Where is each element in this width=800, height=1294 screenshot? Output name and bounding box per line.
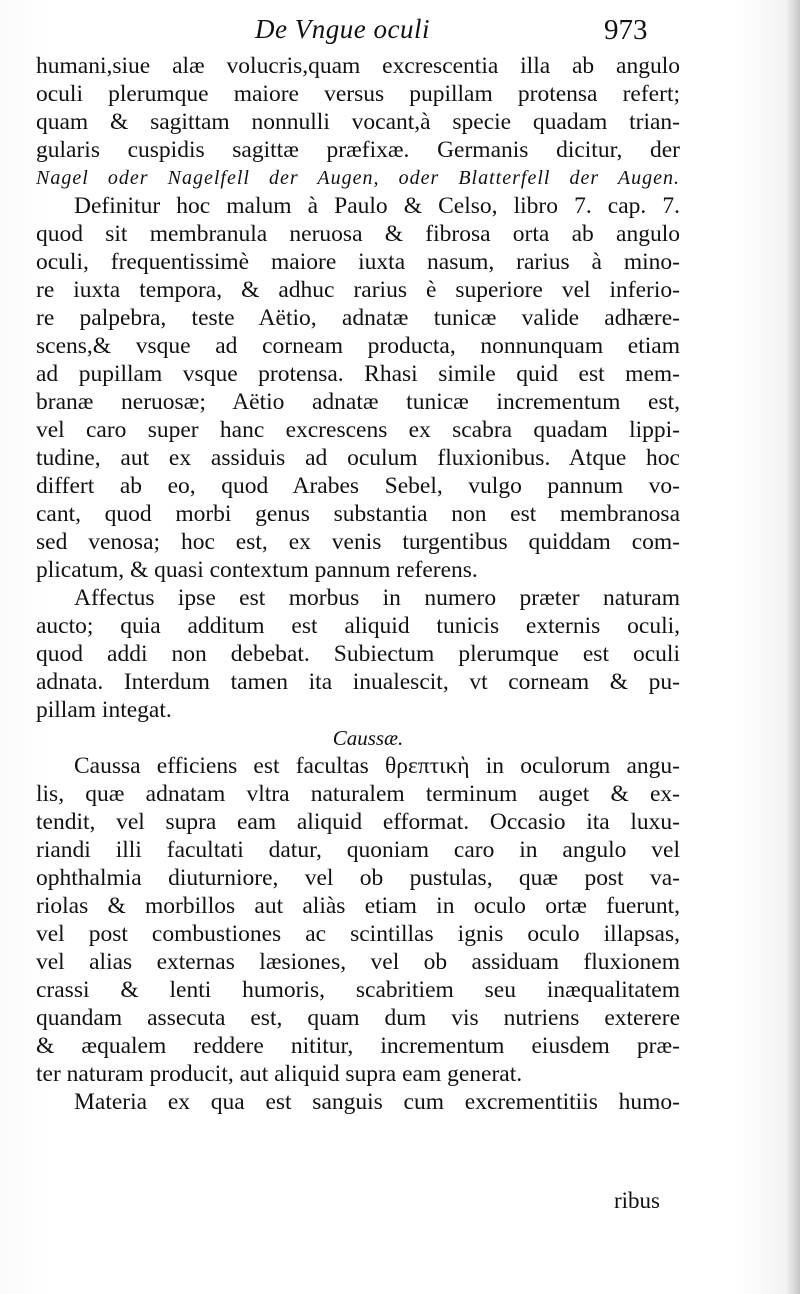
text-line: riolas & morbillos aut aliàs etiam in oculo ortæ fuerunt, — [36, 893, 680, 919]
text-line: crassi & lenti humoris, scabritiem seu inæqualitatem — [36, 977, 680, 1003]
text-line: differt ab eo, quod Arabes Sebel, vulgo pannum vo- — [36, 473, 680, 499]
paragraph-start-line: Affectus ipse est morbus in numero præter naturam — [74, 585, 680, 611]
text-line: ophthalmia diuturniore, vel ob pustulas, quæ post va- — [36, 865, 680, 891]
text-line: branæ neruosæ; Aëtio adnatæ tunicæ incrementum est, — [36, 389, 680, 415]
text-line: re iuxta tempora, & adhuc rarius è superiore vel inferio- — [36, 277, 680, 303]
paragraph-end-line: pillam integat. — [36, 697, 172, 723]
text-line: tendit, vel supra eam aliquid efformat. Occasio ita luxu- — [36, 809, 680, 835]
page-edge-shadow — [786, 0, 800, 1294]
text-line: & æqualem reddere nititur, incrementum eiusdem præ- — [36, 1033, 680, 1059]
paragraph-start-line: Materia ex qua est sanguis cum excrementitiis humo- — [74, 1089, 680, 1115]
text-line: quod sit membranula neruosa & fibrosa orta ab angulo — [36, 221, 680, 247]
text-line: humani,siue alæ volucris,quam excrescentia illa ab angulo — [36, 53, 680, 79]
body-text — [36, 52, 680, 1116]
paragraph-start-line: Caussa efficiens est facultas θρεπτικὴ in oculorum angu- — [74, 753, 680, 779]
text-line: Nagel oder Nagelfell der Augen, oder Blatterfell der Augen. — [36, 167, 680, 189]
text-line: cant, quod morbi genus substantia non est membranosa — [36, 501, 680, 527]
running-head: De Vngue oculi — [255, 14, 430, 44]
text-line: oculi, frequentissimè maiore iuxta nasum, rarius à mino- — [36, 249, 680, 275]
text-line: sed venosa; hoc est, ex venis turgentibus quiddam com- — [36, 529, 680, 555]
section-heading: Caussæ. — [332, 726, 404, 750]
text-line: aucto; quia additum est aliquid tunicis externis oculi, — [36, 613, 680, 639]
text-line: scens,& vsque ad corneam producta, nonnunquam etiam — [36, 333, 680, 359]
page-number: 973 — [604, 14, 648, 46]
text-line: re palpebra, teste Aëtio, adnatæ tunicæ valide adhære- — [36, 305, 680, 331]
paragraph-start-line: Definitur hoc malum à Paulo & Celso, libro 7. cap. 7. — [74, 193, 680, 219]
text-line: vel post combustiones ac scintillas ignis oculo illapsas, — [36, 921, 680, 947]
text-line: oculi plerumque maiore versus pupillam protensa refert; — [36, 81, 680, 107]
text-line: ad pupillam vsque protensa. Rhasi simile quid est mem- — [36, 361, 680, 387]
text-line: tudine, aut ex assiduis ad oculum fluxionibus. Atque hoc — [36, 445, 680, 471]
text-line: quandam assecuta est, quam dum vis nutriens exterere — [36, 1005, 680, 1031]
paragraph-end-line: plicatum, & quasi contextum pannum referens. — [36, 557, 478, 583]
text-line: quam & sagittam nonnulli vocant,à specie quadam trian- — [36, 109, 680, 135]
text-line: riandi illi facultati datur, quoniam caro in angulo vel — [36, 837, 680, 863]
paragraph-end-line: ter naturam producit, aut aliquid supra eam generat. — [36, 1061, 523, 1087]
catchword: ribus — [614, 1188, 660, 1213]
text-line: lis, quæ adnatam vltra naturalem terminum auget & ex- — [36, 781, 680, 807]
text-line: gularis cuspidis sagittæ præfixæ. Germanis dicitur, der — [36, 137, 680, 163]
text-line: vel caro super hanc excrescens ex scabra quadam lippi- — [36, 417, 680, 443]
text-line: vel alias externas læsiones, vel ob assiduam fluxionem — [36, 949, 680, 975]
text-line: quod addi non debebat. Subiectum plerumque est oculi — [36, 641, 680, 667]
text-line: adnata. Interdum tamen ita inualescit, vt corneam & pu- — [36, 669, 680, 695]
